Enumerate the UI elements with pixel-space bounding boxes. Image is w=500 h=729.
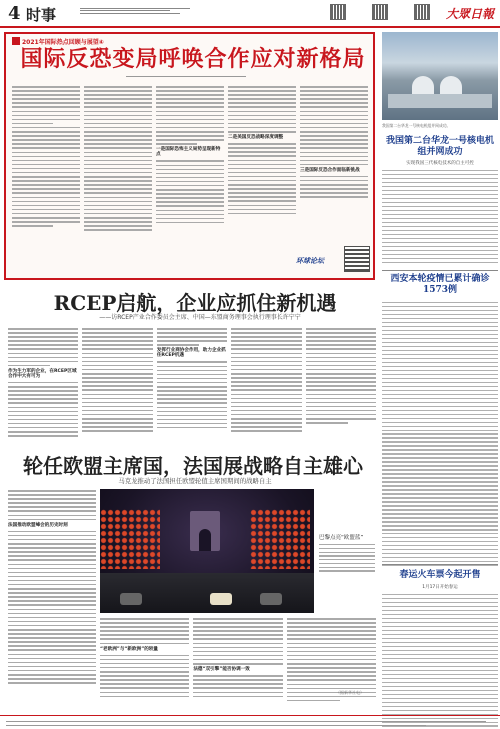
rcep-subhead: 作为生力军的企业，在RCEP区域合作中大有可为 <box>8 368 77 379</box>
france-subtitle: 马克龙推动了法国担任欧盟轮值主席国期间的战略自主 <box>118 477 272 485</box>
feature-column <box>84 86 152 276</box>
forum-logo: 环球论坛 <box>296 256 324 265</box>
feature-headline: 国际反恐变局呼唤合作应对新格局 <box>20 46 366 72</box>
page-header <box>0 0 500 28</box>
qr-code-icon[interactable] <box>330 4 346 20</box>
france-lower-columns <box>100 618 376 710</box>
feature-subhead: 一是国际恐怖主义局势呈现新特点 <box>156 147 221 158</box>
series-tag-label: 2021年国际热点回顾与展望④ <box>22 39 104 46</box>
sidebar-body <box>382 170 498 266</box>
france-left-column <box>8 490 96 710</box>
nuclear-plant-photo <box>382 32 498 120</box>
france-subhead: 法德“双引擎”能否协调一致 <box>193 667 250 673</box>
photo-caption-title: 巴黎点亮“欧盟蓝” <box>319 535 364 541</box>
qr-code-icon[interactable] <box>414 4 430 20</box>
feature-subhead: 二是美国反恐战略深度调整 <box>228 135 284 141</box>
feature-column <box>156 86 224 276</box>
header-meta-lines <box>80 6 200 16</box>
rcep-headline: RCEP启航，企业应抓住新机遇 <box>53 291 337 315</box>
photo-caption: 我国第二台华龙一号核电机组并网成功。 <box>382 123 451 128</box>
qr-code-icon[interactable] <box>344 246 370 272</box>
sidebar-headline: 西安本轮疫情已累计确诊1573例 <box>390 274 490 295</box>
sidebar-body <box>382 594 498 729</box>
feature-article <box>4 32 375 280</box>
france-headline: 轮任欧盟主席国，法国展战略自主雄心 <box>23 454 363 478</box>
rcep-subhead: 发挥行业商协会作用，助力企业抓住RCEP机遇 <box>156 348 226 359</box>
right-sidebar <box>382 32 498 712</box>
sidebar-body <box>382 302 498 569</box>
feature-body-columns <box>12 86 368 276</box>
sidebar-headline: 春运火车票今起开售 <box>399 570 481 580</box>
qr-code-icon[interactable] <box>372 4 388 20</box>
series-tag-icon <box>12 37 20 45</box>
sidebar-headline: 我国第二台华龙一号核电机组并网成功 <box>385 136 494 157</box>
newspaper-logo: 大眾日報 <box>445 7 494 21</box>
series-tag <box>12 37 104 46</box>
feature-column <box>228 86 296 276</box>
page-footer <box>0 715 500 729</box>
france-subhead: “老欧洲”与“新欧洲”的较量 <box>100 646 159 652</box>
sidebar-subtitle: 1月17日开始春运 <box>422 585 458 590</box>
feature-byline <box>126 76 246 77</box>
photo-caption <box>319 535 375 574</box>
feature-subhead: 三是国际反恐合作面临新挑战 <box>300 167 360 173</box>
page-number: 4 <box>8 3 21 24</box>
rcep-body-columns <box>8 328 376 440</box>
feature-column <box>12 86 80 276</box>
paris-night-photo <box>100 489 314 613</box>
france-subhead: 法国推动欧盟峰会的历史时刻 <box>8 522 68 528</box>
article-credit: （据新华社电） <box>336 690 364 695</box>
rcep-subtitle: ——访RCEP产业合作委员会主席、中国—东盟商务理事会执行理事长许宁宁 <box>99 314 301 321</box>
sidebar-subtitle: 实现我国三代核电技术的自主可控 <box>406 161 474 166</box>
section-name: 时事 <box>26 6 57 24</box>
